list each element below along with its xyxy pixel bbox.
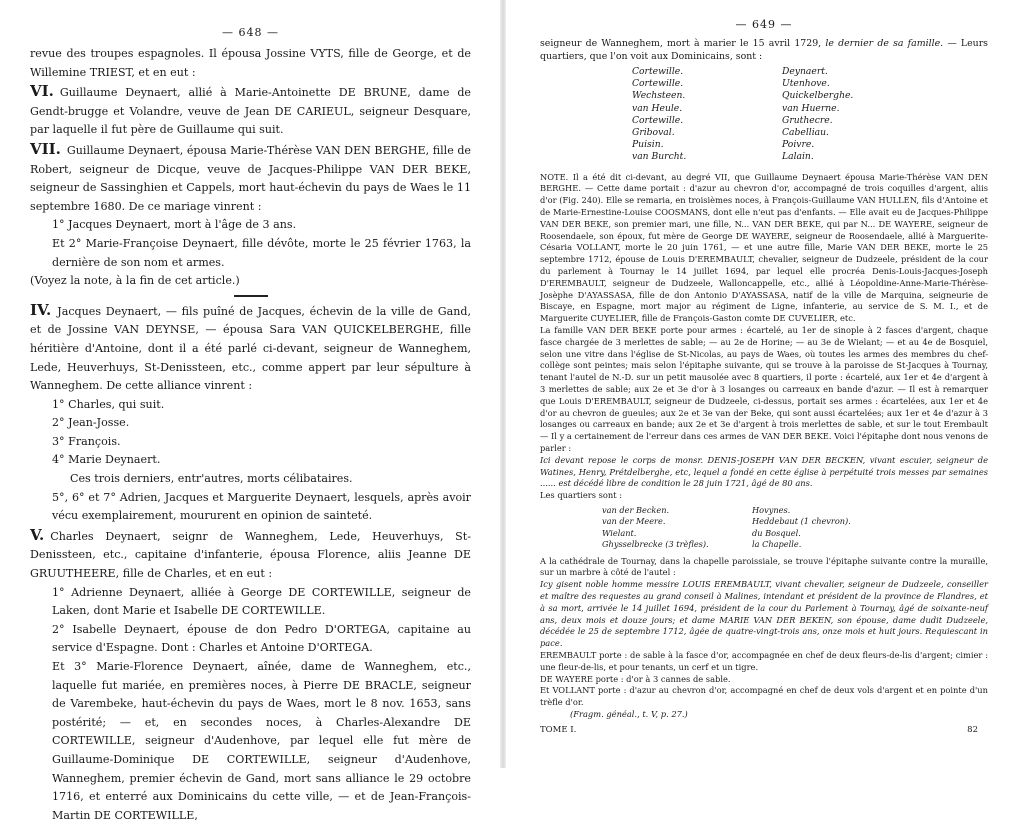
quarter-item: Gruthecre. — [782, 114, 833, 126]
signature-number: 82 — [967, 724, 978, 735]
quarter-item: Deynaert. — [782, 66, 828, 77]
quarters-intro-text: — Leurs quartiers, que l'on voit aux Dominicains, sont : — [540, 38, 988, 62]
book-gutter — [500, 0, 506, 768]
volume-label: TOME I. — [540, 724, 577, 735]
epitaph-erembault: Icy gisent noble homme messire LOUIS EREMBAULT, vivant chevalier, seigneur de Dudzeele, conseiller et maître des requestes au grand conseil à Malines, intendant et président de la province de Flandres, et à sa mort, arrivée le 14 juillet 1694, président de la cour du Parlement à Tournay, âgé de soixante-neuf ans, deux mois et douze jours; et dame MARIE VAN DER BEKEN, son épouse, dame dudit Dudzeele, décédée le 25 de septembre 1712, âgée de quatre-vingt-trois ans, onze mois et huit jours. Requiescant in pace. — [540, 579, 988, 649]
quarters-list-2 — [540, 505, 988, 551]
quarter-item: Wielant. — [602, 527, 637, 538]
iv-child-1: 1° Charles, qui suit. — [52, 397, 165, 411]
quarter-item: Hovynes. — [752, 504, 791, 515]
entry-vi-text: Guillaume Deynaert, allié à Marie-Antoinette DE BRUNE, dame de Gendt-brugge et Volandre, veuve de Jean DE CARIEUL, seigneur Desquare, par laquelle il fut père de Guillaume qui suit. — [30, 86, 471, 137]
continuation-text: seigneur de Wanneghem, mort à marier le 15 avril 1729, — [540, 38, 822, 49]
quarter-item: Cortewille. — [632, 66, 684, 77]
entry-vii — [30, 140, 471, 216]
quarter-item: du Bosquel. — [752, 527, 801, 538]
quarters-list — [540, 66, 988, 164]
iv-child-4: 4° Marie Deynaert. — [52, 453, 161, 467]
quarter-item: van Heule. — [632, 102, 683, 114]
degree-numeral-iv: IV. — [30, 300, 52, 319]
degree-numeral-vii: VII. — [30, 139, 61, 158]
page-number-left: — 648 — — [222, 26, 279, 39]
note-reference: (Voyez la note, à la fin de cet article.) — [30, 274, 240, 288]
quarter-item: Quickelberghe. — [782, 90, 854, 102]
section-separator — [234, 295, 268, 297]
v-child-3: Et 3° Marie-Florence Deynaert, aînée, dame de Wanneghem, etc., laquelle fut mariée, en premières noces, à Pierre DE BRACLE, seigneur de Varembeke, haut-échevin du pays de Waes, mort le 8 nov. 1653, sans postérité; — et, en secondes noces, à Charles-Alexandre DE CORTEWILLE, seigneur d'Audenhove, par lequel elle fut mère de Guillaume-Dominique DE CORTEWILLE, seigneur d'Audenhove, Wanneghem, premier échevin de Gand, mort sans alliance le 29 octobre 1716, et enterré aux Dominicains du cette ville, — et de Jean-François-Martin DE CORTEWILLE, — [52, 660, 471, 822]
last-of-family-text: le dernier de sa famille. — [825, 38, 944, 49]
quarter-item: van der Meere. — [602, 516, 666, 527]
entry-iv — [30, 301, 471, 396]
v-child-2: 2° Isabelle Deynaert, épouse de don Pedro D'ORTEGA, capitaine au service d'Espagne. Dont : Charles et Antoine D'ORTEGA. — [52, 622, 471, 655]
vii-child-1: 1° Jacques Deynaert, mort à l'âge de 3 ans. — [52, 218, 297, 232]
quarters2-left-column — [602, 505, 752, 551]
quarter-item: Ghysselbrecke (3 trèfles). — [602, 539, 709, 550]
degree-numeral-v: V. — [30, 525, 45, 544]
entry-vi — [30, 82, 471, 140]
page-number-right: — 649 — — [735, 18, 793, 31]
quarter-item: la Chapelle. — [752, 539, 802, 550]
quarter-item: Puisin. — [632, 139, 664, 151]
source-citation: (Fragm. généal., t. V, p. 27.) — [570, 708, 688, 719]
quarters-left-column — [632, 66, 782, 164]
right-page — [510, 0, 1010, 768]
quarter-item: van der Becken. — [602, 504, 670, 515]
quarter-item: Heddebaut (1 chevron). — [752, 516, 851, 527]
degree-numeral-vi: VI. — [30, 82, 54, 101]
quarter-item: Cortewille. — [632, 78, 684, 90]
quarter-item: van Burcht. — [632, 151, 687, 163]
erembault-arms: EREMBAULT porte : de sable à la fasce d'or, accompagnée en chef de deux fleurs-de-lis d'argent; cimier : une fleur-de-lis, et pour tenants, un cerf et un tigre. — [540, 649, 988, 672]
cathedral-paragraph: A la cathédrale de Tournay, dans la chapelle paroissiale, se trouve l'épitaphe suivante contre la muraille, sur un marbre à côté de l'autel : — [540, 555, 988, 578]
quarter-item: van Huerne. — [782, 102, 840, 114]
de-wayere-arms: DE WAYERE porte : d'or à 3 cannes de sable. — [540, 673, 731, 684]
v-child-1: 1° Adrienne Deynaert, alliée à George DE CORTEWILLE, seigneur de Laken, dont Marie et Isabelle DE CORTEWILLE. — [52, 585, 471, 618]
quarters-label: Les quartiers sont : — [540, 490, 623, 501]
quarter-item: Cabelliau. — [782, 127, 829, 139]
entry-v-text: Charles Deynaert, seignr de Wanneghem, Lede, Heuverhuys, St-Denissteen, etc., capitaine d'infanterie, épousa Florence, aliis Jeanne DE GRUUTHEERE, fille de Charles, et en eut : — [30, 529, 471, 581]
quarters-right-column — [782, 66, 932, 164]
vii-child-2: Et 2° Marie-Françoise Deynaert, fille dévôte, morte le 25 février 1763, la dernière de son nom et armes. — [52, 236, 471, 269]
quarter-item: Poivre. — [782, 139, 815, 151]
entry-iv-text: Jacques Deynaert, — fils puîné de Jacques, échevin de la ville de Gand, et de Jossine VAN DEYNSE, — épousa Sara VAN QUICKELBERGHE, fille héritière d'Antoine, dont il a été parlé ci-devant, seigneur de Wanneghem, Lede, Heuverhuys, St-Denissteen, etc., comme appert par leur sépulture à Wanneghem. De cette alliance vinrent : — [30, 304, 471, 393]
quarter-item: Utenhove. — [782, 78, 830, 90]
iv-children-5-7: 5°, 6° et 7° Adrien, Jacques et Marguerite Deynaert, lesquels, après avoir vécu exemplairement, moururent en opinion de sainteté. — [52, 490, 471, 523]
continuation-paragraph — [540, 37, 988, 63]
epitaph-van-der-becken: Ici devant repose le corps de monsr. DENIS-JOSEPH VAN DER BECKEN, vivant escuier, seigneur de Watines, Henry, Prétdelberghe, etc, lequel a fondé en cette église à perpétuité trois messes par semaines ...... est décédé libre de condition le 28 juin 1721, âgé de 80 ans. — [540, 454, 988, 489]
note-paragraph: NOTE. Il a été dit ci-devant, au degré VII, que Guillaume Deynaert épousa Marie-Thérèse VAN DEN BERGHE. — Cette dame portait : d'azur au chevron d'or, accompagné de trois coquilles d'argent, aliis d'or (Fig. 240). Elle se remaria, en troisièmes noces, à François-Guillaume VAN HULLEN, fils d'Antoine et de Marie-Ernestine-Louise COOSMANS, dont elle n'eut pas d'enfants. — Elle avait eu de Jacques-Philippe VAN DER BEKE, son premier mari, une fille, N... VAN DER BEKE, qui par N... DE WAYERE, seigneur de Roosendaele, son époux, fut mère de George DE WAYERE, seigneur de Roosendaele, allié à Marguerite-Césaria VOLLANT, morte le 20 juin 1761, — et une autre fille, Marie VAN DER BEKE, morte le 25 septembre 1712, épouse de Louis D'EREMBAULT, chevalier, seigneur de Dudzeele, président de la cour du parlement à Tournay le 14 juillet 1694, par lequel elle procréa Denis-Louis-Jacques-Joseph D'EREMBAULT, seigneur de Dudzeele, Walloncappelle, etc., allié à Léopoldine-Anne-Marie-Thérèse-Josèphe D'AYASSASA, fille de don Antonio D'AYASSASA, natif de la ville de Marquina, seigneurie de Biscaye, en Espagne, mort major au régiment de Ligne, infanterie, au service de S. M. I., et de Marguerite CUYELIER, fille de François-Gaston comte DE CUVELIER, etc. — [540, 171, 988, 324]
iv-child-2: 2° Jean-Josse. — [52, 416, 130, 430]
quarter-item: Lalain. — [782, 151, 814, 163]
quarter-item: Griboval. — [632, 127, 675, 139]
iv-note-celibataires: Ces trois derniers, entr'autres, morts célibataires. — [70, 472, 353, 486]
iv-child-3: 3° François. — [52, 434, 121, 448]
quarter-item: Wechsteen. — [632, 90, 686, 102]
entry-v — [30, 526, 471, 584]
entry-vii-text: Guillaume Deynaert, épousa Marie-Thérèse VAN DEN BERGHE, fille de Robert, seigneur de Dicque, veuve de Jacques-Philippe VAN DER BEKE, seigneur de Sassinghien et Cappels, mort haut-échevin du pays de Waes le 11 septembre 1680. De ce mariage vinrent : — [30, 143, 471, 213]
left-page — [0, 0, 497, 822]
page-footer — [540, 725, 988, 735]
van-der-beke-arms-paragraph: La famille VAN DER BEKE porte pour armes : écartelé, au 1er de sinople à 2 fasces d'argent, chaque fasce chargée de 3 merlettes de sable; — au 2e de Horine; — au 3e de Wielant; — et au 4e de Bosquiel, selon une vitre dans l'église de St-Nicolas, au pays de Waes, où toutes les armes des membres du chef-collège sont peintes; mais selon l'épitaphe suivante, qui se trouve à la paroisse de St-Jacques à Tournay, tenant l'autel de N.-D. sur un petit mausolée avec 8 quartiers, il porte : écartelé, aux 1er et 4e d'argent à 3 merlettes de sable; aux 2e et 3e d'or à 3 losanges ou carreaux en bande d'azur. — Il est à remarquer que Louis D'EREMBAULT, seigneur de Dudzeele, ci-dessus, portait ses armes : écartelées, aux 1er et 4e d'or au chevron de gueules; aux 2e et 3e van der Beke, qui sont aussi écartelées; aux 1er et 4e d'azur à 3 losanges ou carreaux en bande; aux 2e et 3e d'argent à trois merlettes de sable, et sur le tout Erembault — Il y a certainement de l'erreur dans ces armes de VAN DER BEKE. Voici l'épitaphe dont nous venons de parler : — [540, 324, 988, 453]
quarters2-right-column — [752, 505, 902, 551]
quarter-item: Cortewille. — [632, 114, 684, 126]
paragraph-continuation: revue des troupes espagnoles. Il épousa Jossine VYTS, fille de George, et de Willemine TRIEST, et en eut : — [30, 47, 471, 79]
vollant-arms: Et VOLLANT porte : d'azur au chevron d'or, accompagné en chef de deux vols d'argent et en pointe d'un trèfle d'or. — [540, 685, 988, 708]
